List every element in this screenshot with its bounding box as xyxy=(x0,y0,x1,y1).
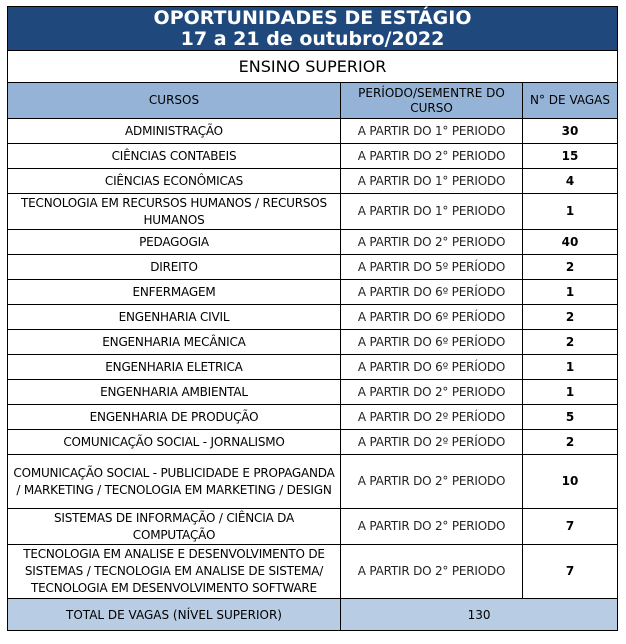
course-cell: TECNOLOGIA EM ANALISE E DESENVOLVIMENTO DE SISTEMAS / TECNOLOGIA EM ANALISE DE SISTEMA/ TECNOLOGIA EM DESENVOLVIMENTO SOFTWARE xyxy=(8,545,341,599)
course-cell: CIÊNCIAS ECONÔMICAS xyxy=(8,169,341,194)
header-vagas: N° DE VAGAS xyxy=(523,83,618,119)
table-body xyxy=(8,119,618,599)
title-cell xyxy=(8,7,618,51)
period-cell: A PARTIR DO 2° PERIODO xyxy=(341,455,523,509)
table-row xyxy=(8,255,618,280)
vagas-cell: 10 xyxy=(523,455,618,509)
vagas-cell: 1 xyxy=(523,194,618,230)
vagas-cell: 2 xyxy=(523,430,618,455)
period-cell: A PARTIR DO 6º PERÍODO xyxy=(341,280,523,305)
table-row xyxy=(8,144,618,169)
title-line-2: 17 a 21 de outubro/2022 xyxy=(180,27,445,50)
course-cell: ENGENHARIA MECÂNICA xyxy=(8,330,341,355)
total-row xyxy=(8,599,618,631)
course-cell: PEDAGOGIA xyxy=(8,230,341,255)
period-cell: A PARTIR DO 6º PERÍODO xyxy=(341,355,523,380)
table-row xyxy=(8,405,618,430)
table-row xyxy=(8,280,618,305)
internship-table xyxy=(7,6,618,631)
vagas-cell: 5 xyxy=(523,405,618,430)
course-cell: DIREITO xyxy=(8,255,341,280)
course-cell: ENGENHARIA ELETRICA xyxy=(8,355,341,380)
course-cell: COMUNICAÇÃO SOCIAL - PUBLICIDADE E PROPAGANDA / MARKETING / TECNOLOGIA EM MARKETING / DESIGN xyxy=(8,455,341,509)
table-row xyxy=(8,169,618,194)
table-row xyxy=(8,119,618,144)
title-row xyxy=(8,7,618,51)
vagas-cell: 40 xyxy=(523,230,618,255)
period-cell: A PARTIR DO 1° PERIODO xyxy=(341,169,523,194)
period-cell: A PARTIR DO 1° PERIODO xyxy=(341,194,523,230)
total-label: TOTAL DE VAGAS (NÍVEL SUPERIOR) xyxy=(8,599,341,631)
header-periodo: PERÍODO/SEMENTRE DO CURSO xyxy=(341,83,523,119)
course-cell: ENGENHARIA CIVIL xyxy=(8,305,341,330)
vagas-cell: 7 xyxy=(523,545,618,599)
vagas-cell: 15 xyxy=(523,144,618,169)
course-cell: COMUNICAÇÃO SOCIAL - JORNALISMO xyxy=(8,430,341,455)
period-cell: A PARTIR DO 2° PERIODO xyxy=(341,144,523,169)
header-cursos: CURSOS xyxy=(8,83,341,119)
table-row xyxy=(8,509,618,545)
period-cell: A PARTIR DO 2° PERIODO xyxy=(341,545,523,599)
table-row xyxy=(8,355,618,380)
period-cell: A PARTIR DO 6º PERÍODO xyxy=(341,330,523,355)
period-cell: A PARTIR DO 2º PERÍODO xyxy=(341,430,523,455)
vagas-cell: 2 xyxy=(523,305,618,330)
vagas-cell: 30 xyxy=(523,119,618,144)
section-row xyxy=(8,51,618,83)
period-cell: A PARTIR DO 1° PERIODO xyxy=(341,119,523,144)
vagas-cell: 2 xyxy=(523,330,618,355)
vagas-cell: 1 xyxy=(523,355,618,380)
period-cell: A PARTIR DO 6º PERÍODO xyxy=(341,305,523,330)
table-row xyxy=(8,330,618,355)
vagas-cell: 4 xyxy=(523,169,618,194)
table-row xyxy=(8,430,618,455)
course-cell: CIÊNCIAS CONTABEIS xyxy=(8,144,341,169)
course-cell: ADMINISTRAÇÃO xyxy=(8,119,341,144)
vagas-cell: 2 xyxy=(523,255,618,280)
period-cell: A PARTIR DO 2° PERIODO xyxy=(341,380,523,405)
table-row xyxy=(8,305,618,330)
course-cell: ENGENHARIA AMBIENTAL xyxy=(8,380,341,405)
table-row xyxy=(8,455,618,509)
table-row xyxy=(8,545,618,599)
course-cell: ENFERMAGEM xyxy=(8,280,341,305)
table-row xyxy=(8,194,618,230)
course-cell: SISTEMAS DE INFORMAÇÃO / CIÊNCIA DA COMPUTAÇÃO xyxy=(8,509,341,545)
period-cell: A PARTIR DO 5º PERÍODO xyxy=(341,255,523,280)
period-cell: A PARTIR DO 2° PERIODO xyxy=(341,230,523,255)
total-value: 130 xyxy=(341,599,618,631)
section-title: ENSINO SUPERIOR xyxy=(8,51,618,83)
vagas-cell: 1 xyxy=(523,280,618,305)
course-cell: TECNOLOGIA EM RECURSOS HUMANOS / RECURSOS HUMANOS xyxy=(8,194,341,230)
table-row xyxy=(8,380,618,405)
vagas-cell: 1 xyxy=(523,380,618,405)
course-cell: ENGENHARIA DE PRODUÇÃO xyxy=(8,405,341,430)
title-line-1: OPORTUNIDADES DE ESTÁGIO xyxy=(153,6,472,29)
header-row xyxy=(8,83,618,119)
vagas-cell: 7 xyxy=(523,509,618,545)
period-cell: A PARTIR DO 2º PERÍODO xyxy=(341,405,523,430)
period-cell: A PARTIR DO 2° PERIODO xyxy=(341,509,523,545)
table-row xyxy=(8,230,618,255)
